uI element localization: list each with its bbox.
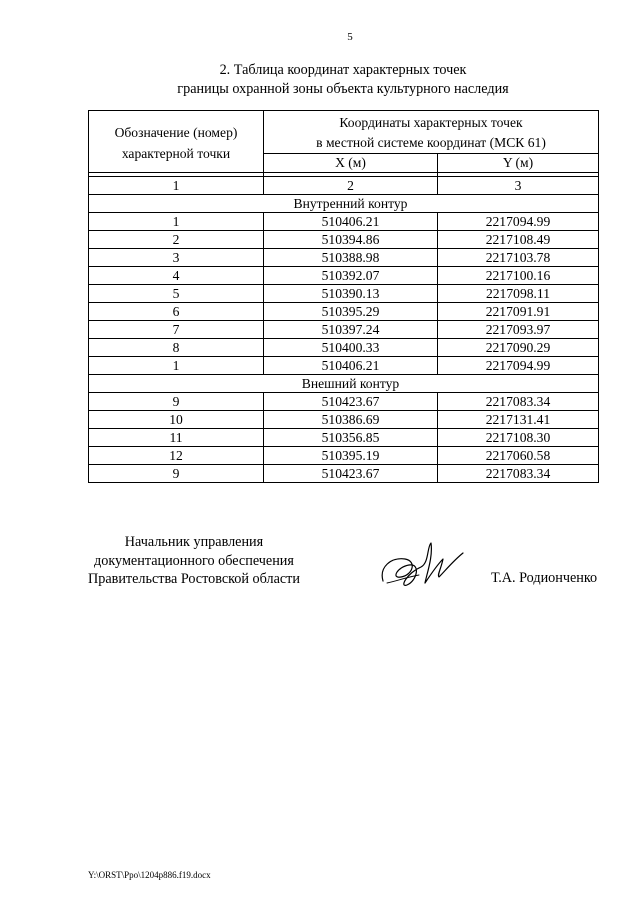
cell-y: 2217100.16: [438, 267, 599, 285]
table-row: [89, 465, 599, 483]
cell-x: 510423.67: [264, 465, 438, 483]
cell-x: 510395.19: [264, 447, 438, 465]
signer-title-line-3: Правительства Ростовской области: [88, 571, 300, 587]
table-row: [89, 411, 599, 429]
table-row: [89, 267, 599, 285]
header-coords-line-1: Координаты характерных точек: [339, 115, 523, 130]
cell-y: 2217091.91: [438, 303, 599, 321]
cell-x: 510388.98: [264, 249, 438, 267]
file-path: Y:\ORST\Ppo\1204p886.f19.docx: [88, 870, 211, 880]
cell-x: 510390.13: [264, 285, 438, 303]
section-title: Внутренний контур: [264, 195, 438, 213]
cell-point: 12: [89, 447, 264, 465]
caption-line-1: 2. Таблица координат характерных точек: [219, 62, 467, 78]
cell-y: 2217083.34: [438, 465, 599, 483]
cell-point: 6: [89, 303, 264, 321]
cell-point: 1: [89, 213, 264, 231]
cell-point: 7: [89, 321, 264, 339]
table-row: [89, 249, 599, 267]
table-row: [89, 339, 599, 357]
cell-point: 11: [89, 429, 264, 447]
signer-title-line-1: Начальник управления: [124, 534, 264, 550]
signer-name: Т.А. Родионченко: [491, 570, 598, 586]
header-point-designation: [89, 111, 264, 173]
signature-block: [88, 533, 300, 589]
handwritten-signature-image: [377, 537, 467, 591]
section-title-row: [89, 195, 599, 213]
cell-point: 10: [89, 411, 264, 429]
cell-y: 2217060.58: [438, 447, 599, 465]
header-point-line-2: характерной точки: [121, 145, 231, 161]
table-row: [89, 303, 599, 321]
table-row: [89, 429, 599, 447]
coordinates-table: [88, 110, 599, 483]
cell-point: 8: [89, 339, 264, 357]
cell-point: 2: [89, 231, 264, 249]
cell-x: 510395.29: [264, 303, 438, 321]
cell-y: 2217093.97: [438, 321, 599, 339]
table-row: [89, 357, 599, 375]
caption-line-2: границы охранной зоны объекта культурного наследия: [177, 81, 509, 97]
cell-y: 2217094.99: [438, 213, 599, 231]
header-coordinates: [264, 111, 599, 154]
header-point-line-1: Обозначение (номер): [114, 124, 238, 140]
cell-x: 510406.21: [264, 213, 438, 231]
cell-y: 2217108.30: [438, 429, 599, 447]
cell-x: 510394.86: [264, 231, 438, 249]
cell-x: 510386.69: [264, 411, 438, 429]
table-row: [89, 285, 599, 303]
cell-y: 2217090.29: [438, 339, 599, 357]
header-x: X (м): [264, 154, 438, 173]
table-row: [89, 213, 599, 231]
column-numbers-row: [89, 177, 599, 195]
cell-x: 510392.07: [264, 267, 438, 285]
cell-point: 3: [89, 249, 264, 267]
cell-x: 510356.85: [264, 429, 438, 447]
table-row: [89, 393, 599, 411]
signer-title-line-2: документационного обеспечения: [94, 552, 294, 569]
cell-point: 9: [89, 465, 264, 483]
page-number: 5: [347, 31, 353, 43]
column-number: 2: [264, 177, 438, 195]
cell-y: 2217083.34: [438, 393, 599, 411]
section-title: Внешний контур: [264, 375, 438, 393]
cell-point: 1: [89, 357, 264, 375]
cell-x: 510397.24: [264, 321, 438, 339]
cell-point: 4: [89, 267, 264, 285]
cell-y: 2217098.11: [438, 285, 599, 303]
cell-point: 9: [89, 393, 264, 411]
table-header-row: [89, 111, 599, 154]
cell-y: 2217103.78: [438, 249, 599, 267]
header-coords-line-2: в местной системе координат (МСК 61): [316, 135, 546, 150]
cell-point: 5: [89, 285, 264, 303]
cell-y: 2217094.99: [438, 357, 599, 375]
cell-y: 2217131.41: [438, 411, 599, 429]
cell-x: 510406.21: [264, 357, 438, 375]
cell-x: 510423.67: [264, 393, 438, 411]
table-row: [89, 231, 599, 249]
table-row: [89, 447, 599, 465]
table-row: [89, 321, 599, 339]
cell-x: 510400.33: [264, 339, 438, 357]
column-number: 3: [438, 177, 599, 195]
section-title-row: [89, 375, 599, 393]
column-number: 1: [89, 177, 264, 195]
table-caption: [88, 61, 598, 99]
header-y: Y (м): [438, 154, 599, 173]
cell-y: 2217108.49: [438, 231, 599, 249]
